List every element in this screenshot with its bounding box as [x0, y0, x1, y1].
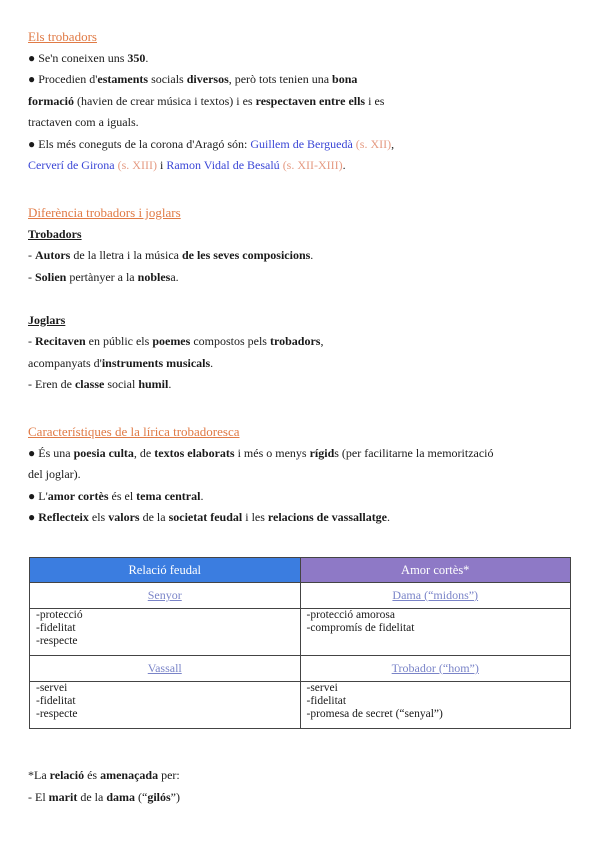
carac-line2: del joglar). [28, 467, 81, 481]
footnote-line2: - El marit de la dama (“gilós”) [28, 789, 180, 804]
carac-line1: ● És una poesia culta, de textos elaborats i més o menys rígids (per facilitarne la memorització [28, 445, 494, 460]
list-item: -protecció [36, 609, 83, 621]
role-dama: Dama (“midons”) [392, 588, 479, 602]
dama-duties [300, 609, 571, 656]
senyor-duties [30, 609, 301, 656]
bullet-famous-line2: Cerverí de Girona (s. XIII) i Ramon Vidal de Besalú (s. XII-XIII). [28, 158, 346, 172]
bullet-origin-line3: tractaven com a iguals. [28, 115, 139, 129]
vassall-duties [30, 682, 301, 729]
table-row [30, 609, 571, 656]
role-cell [30, 583, 301, 609]
table-row [30, 682, 571, 729]
heading-diferencia: Diferència trobadors i joglars [28, 205, 181, 220]
role-vassall: Vassall [147, 661, 182, 675]
footnote [28, 765, 573, 808]
bullet-famous-line1: ● Els més coneguts de la corona d'Aragó són: Guillem de Berguedà (s. XII), [28, 136, 395, 151]
table-header-row [30, 558, 571, 583]
list-item: -protecció amorosa [306, 609, 395, 621]
trobadors-line2: - Solien pertànyer a la noblesa. [28, 269, 179, 284]
carac-line3: ● L'amor cortès és el tema central. [28, 488, 204, 503]
list-item: -fidelitat [36, 695, 76, 707]
header-amor-cortes: Amor cortès* [300, 558, 571, 583]
bullet-origin-line2: formació (havien de crear música i textos) i es respectaven entre ells i es [28, 93, 385, 108]
joglars-line2: acompanyats d'instruments musicals. [28, 355, 214, 370]
section-trobadors [28, 26, 573, 177]
list-item: -compromís de fidelitat [306, 622, 415, 634]
subheading-trobadors: Trobadors [28, 226, 82, 241]
list-item: -fidelitat [36, 622, 76, 634]
role-cell [300, 656, 571, 682]
spacer [28, 288, 573, 310]
bullet-origin-line1: ● Procedien d'estaments socials diversos, però tots tenien una bona [28, 72, 358, 86]
heading-caracteristiques: Característiques de la lírica trobadoresca [28, 424, 240, 439]
list-item: -servei [306, 682, 338, 694]
trobadors-line1: - Autors de la lletra i la música de les seves composicions. [28, 248, 314, 262]
table-row [30, 583, 571, 609]
role-cell [30, 656, 301, 682]
trobador-duties [300, 682, 571, 729]
table-row [30, 656, 571, 682]
feudal-courtly-table [29, 557, 571, 729]
joglars-line1: - Recitaven en públic els poemes compostos pels trobadors, [28, 334, 324, 348]
footnote-line1: *La relació és amenaçada per: [28, 768, 180, 782]
list-item: -respecte [36, 708, 78, 720]
role-senyor: Senyor [147, 588, 182, 602]
section-diferencia [28, 202, 573, 396]
list-item: -respecte [36, 635, 78, 647]
joglars-line3: - Eren de classe social humil. [28, 377, 172, 391]
subheading-joglars: Joglars [28, 312, 66, 327]
list-item: -promesa de secret (“senyal”) [306, 708, 443, 720]
role-cell [300, 583, 571, 609]
list-item: -servei [36, 682, 68, 694]
heading-els-trobadors: Els trobadors [28, 29, 97, 44]
carac-line4: ● Reflecteix els valors de la societat feudal i les relacions de vassallatge. [28, 510, 391, 524]
list-item: -fidelitat [306, 695, 347, 707]
header-relacio-feudal: Relació feudal [30, 558, 301, 583]
role-trobador: Trobador (“hom”) [391, 661, 479, 675]
bullet-known-count: ● Se'n coneixen uns 350. [28, 50, 149, 65]
section-caracteristiques [28, 421, 573, 529]
